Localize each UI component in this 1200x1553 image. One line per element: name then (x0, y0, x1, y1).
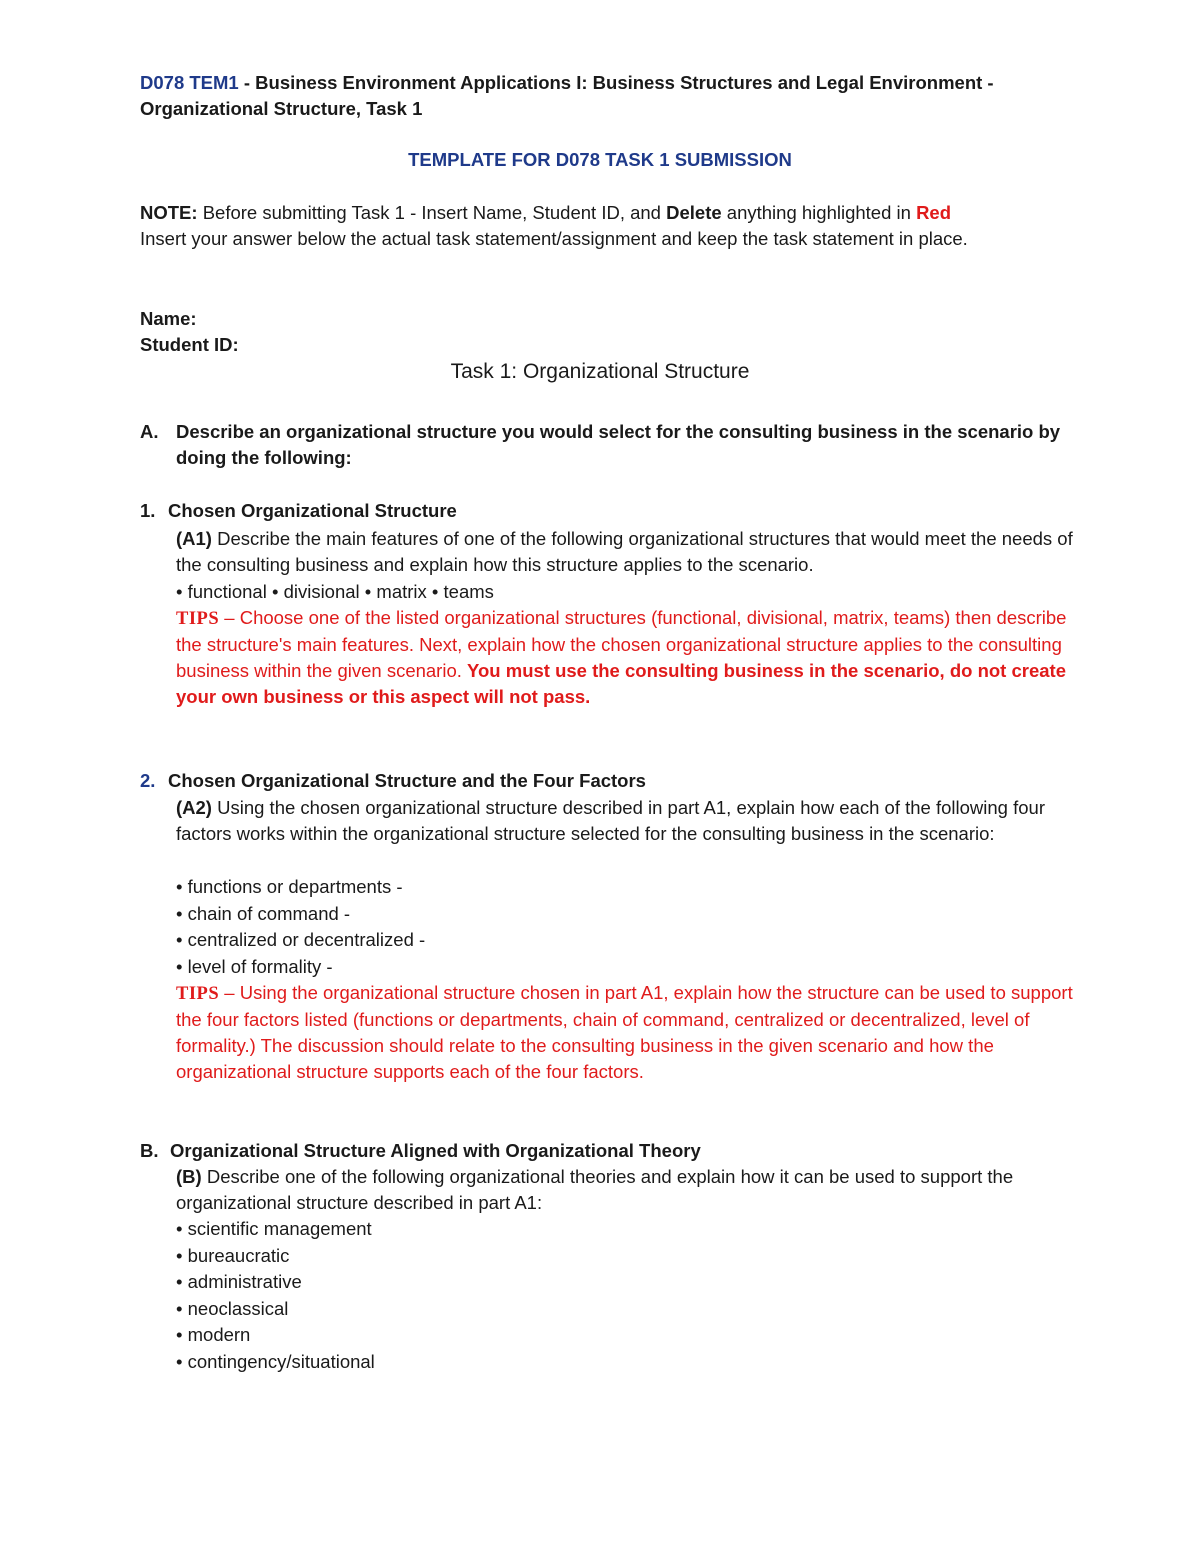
list-item: • chain of command - (176, 902, 351, 924)
section-a-marker: A. (140, 421, 159, 442)
course-title: - Business Environment Applications I: Business Structures and Legal Environment - Organizational Structure, Task 1 (140, 72, 994, 119)
note-block (140, 200, 1080, 252)
course-code: D078 TEM1 (140, 72, 239, 93)
note-delete-word: Delete (666, 202, 722, 223)
note-line-2: Insert your answer below the actual task statement/assignment and keep the task statement in place. (140, 228, 968, 249)
name-label: Name: (140, 308, 197, 329)
item-2-description: Using the chosen organizational structure described in part A1, explain how each of the following four factors works within the organizational structure selected for the consulting business in the scenario: (176, 797, 1045, 844)
item-1-body (176, 526, 1076, 578)
list-item: • functions or departments - (176, 876, 403, 897)
item-2-tips-label: TIPS (176, 984, 220, 1004)
item-1-tips-text: – Choose one of the listed organizational structures (functional, divisional, matrix, teams) then describe the structure's main features. Next, explain how the chosen organizational structure applies to the consulting business within the given scenario. (176, 607, 1067, 681)
item-2-heading: Chosen Organizational Structure and the Four Factors (168, 770, 646, 791)
item-1-marker: 1. (140, 500, 156, 521)
document-header (140, 70, 1080, 122)
list-item: • administrative (176, 1271, 302, 1292)
item-2-tag: (A2) (176, 797, 212, 818)
list-item: • centralized or decentralized - (176, 929, 426, 950)
task-heading: Task 1: Organizational Structure (450, 360, 750, 383)
item-2-marker: 2. (140, 770, 156, 791)
list-item: • level of formality - (176, 955, 333, 977)
item-1-options: • functional • divisional • matrix • teams (176, 581, 494, 602)
list-item: • scientific management (176, 1218, 372, 1239)
item-1-description: Describe the main features of one of the following organizational structures that would meet the needs of the consulting business and explain how this structure applies to the scenario. (176, 528, 1073, 575)
item-2-body (176, 795, 1076, 847)
section-b-heading: Organizational Structure Aligned with Organizational Theory (170, 1140, 701, 1161)
item-1-tag: (A1) (176, 528, 212, 549)
section-b-marker: B. (140, 1140, 159, 1161)
list-item: • neoclassical (176, 1297, 289, 1319)
note-text-1: Before submitting Task 1 - Insert Name, Student ID, and (197, 202, 667, 223)
item-1-tips-warning: You must use the consulting business in the scenario, do not create your own business or this aspect will not pass. (176, 660, 1066, 707)
template-title: TEMPLATE FOR D078 TASK 1 SUBMISSION (408, 149, 792, 170)
list-item: • bureaucratic (176, 1244, 290, 1266)
item-2-tips-text: – Using the organizational structure chosen in part A1, explain how the structure can be used to support the four factors listed (functions or departments, chain of command, centralized or decentralized, level of formality.) The discussion should relate to the consulting business in the given scenario and how the organizational structure supports each of the four factors. (176, 982, 1073, 1082)
list-item: • contingency/situational (176, 1350, 375, 1372)
student-id-label: Student ID: (140, 334, 239, 355)
note-red-word: Red (916, 202, 952, 223)
section-b-body (176, 1164, 1076, 1216)
note-text-2: anything highlighted in (721, 202, 917, 223)
item-1-tips-label: TIPS (176, 609, 220, 629)
list-item: • modern (176, 1324, 251, 1345)
section-a-text: Describe an organizational structure you would select for the consulting business in the scenario by doing the following: (176, 421, 1061, 468)
section-b-description: Describe one of the following organizational theories and explain how it can be used to support the organizational structure described in part A1: (176, 1166, 1014, 1213)
item-2-tips (176, 980, 1076, 1085)
item-2-factor-list (176, 874, 1076, 980)
item-1-heading: Chosen Organizational Structure (168, 500, 457, 521)
item-1-tips (176, 605, 1076, 710)
note-label: NOTE: (140, 202, 198, 223)
section-b-tag: (B) (176, 1166, 202, 1187)
theory-list (176, 1216, 1076, 1375)
